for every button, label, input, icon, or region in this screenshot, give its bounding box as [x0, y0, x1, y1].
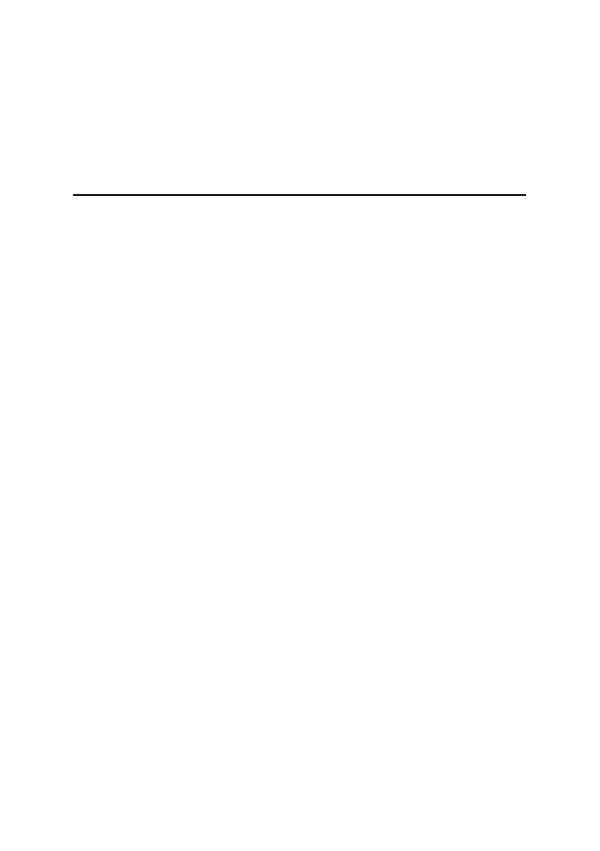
- header-divider: [73, 194, 526, 196]
